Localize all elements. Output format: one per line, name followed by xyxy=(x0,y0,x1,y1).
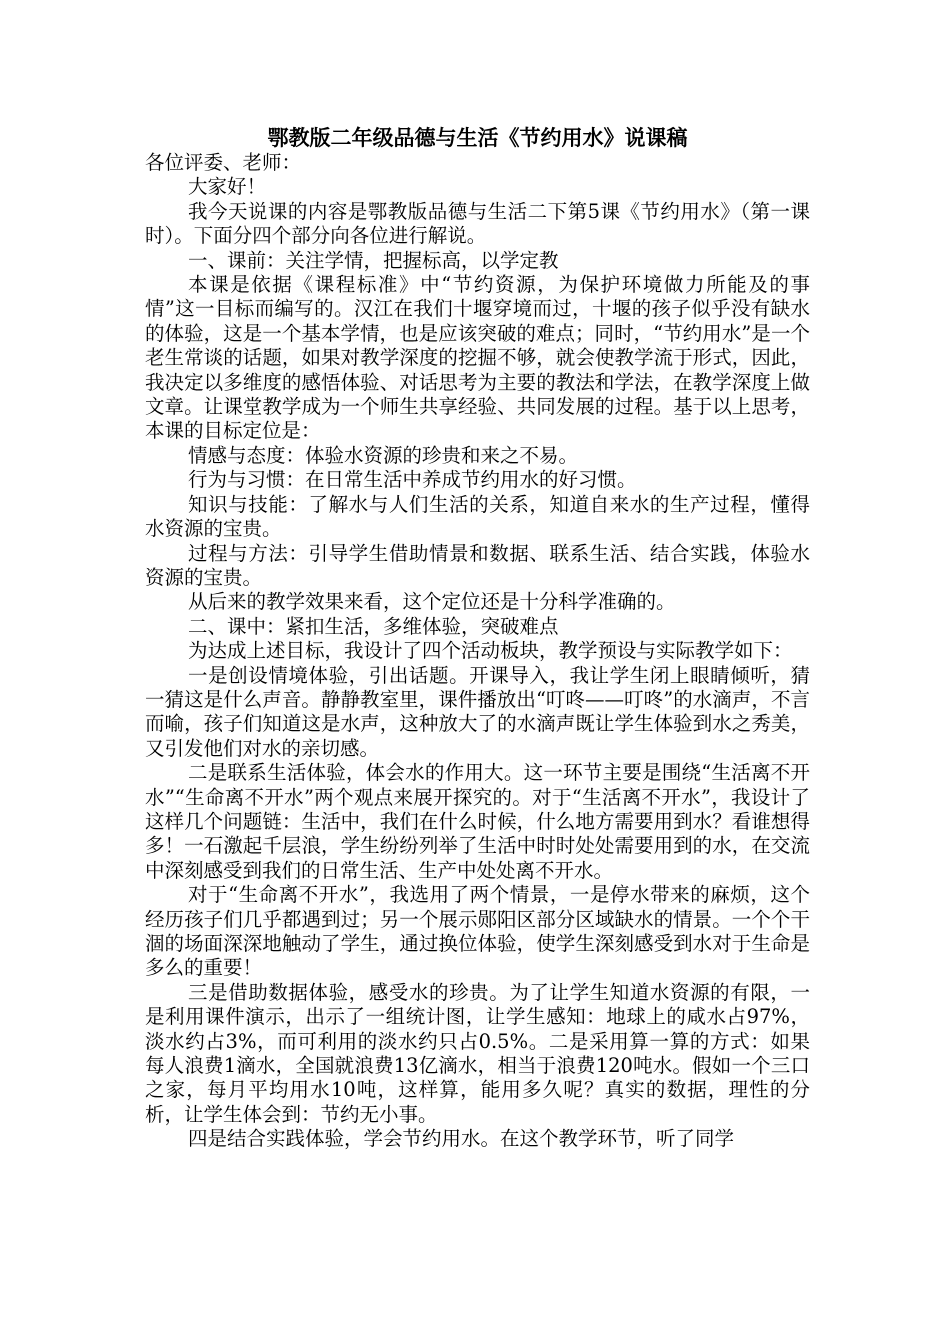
paragraph: 各位评委、老师： xyxy=(145,151,302,174)
paragraph: 本课是依据《课程标准》中“节约资源，为保护环境做力所能及的事情”这一目标而编写的。汉江在我们十堰穿境而过，十堰的孩子似乎没有缺水的体验，这是一个基本学情，也是应该突破的难点；同时，“节约用水”是一个老生常谈的话题，如果对教学深度的挖掘不够，就会使教学流于形式，因此，我决定以多维度的感悟体验、对话思考为主要的教法和学法，在教学深度上做文章。让课堂教学成为一个师生共享经验、共同发展的过程。基于以上思考，本课的目标定位是： xyxy=(145,273,810,443)
paragraph: 三是借助数据体验，感受水的珍贵。为了让学生知道水资源的有限，一是利用课件演示，出示了一组统计图，让学生感知：地球上的咸水占97%，淡水约占3%，而可利用的淡水约只占0.5%。二是采用算一算的方式：如果每人浪费1滴水，全国就浪费13亿滴水，相当于浪费120吨水。假如一个三口之家，每月平均用水10吨，这样算，能用多久呢？真实的数据，理性的分析，让学生体会到：节约无小事。 xyxy=(145,980,810,1126)
document-body xyxy=(145,124,810,1152)
paragraph: 四是结合实践体验，学会节约用水。在这个教学环节，听了同学 xyxy=(188,1127,735,1151)
paragraph: 我今天说课的内容是鄂教版品德与生活二下第5课《节约用水》（第一课时）。下面分四个部分向各位进行解说。 xyxy=(145,199,810,248)
paragraph: 从后来的教学效果来看，这个定位还是十分科学准确的。 xyxy=(188,590,676,614)
document-title: 鄂教版二年级品德与生活《节约用水》说课稿 xyxy=(267,125,688,150)
paragraph: 一是创设情境体验，引出话题。开课导入，我让学生闭上眼睛倾听，猜一猜这是什么声音。静静教室里，课件播放出“叮咚——叮咚”的水滴声，不言而喻，孩子们知道这是水声，这种放大了的水滴声既让学生体验到水之秀美，又引发他们对水的亲切感。 xyxy=(145,663,810,760)
paragraph: 一、课前：关注学情，把握标高，以学定教 xyxy=(188,248,559,272)
paragraph: 二是联系生活体验，体会水的作用大。这一环节主要是围绕“生活离不开水”“生命离不开水”两个观点来展开探究的。对于“生活离不开水”，我设计了这样几个问题链：生活中，我们在什么时候，什么地方需要用到水？看谁想得多！一石激起千层浪，学生纷纷列举了生活中时时处处需要用到的水，在交流中深刻感受到我们的日常生活、生产中处处离不开水。 xyxy=(145,761,810,882)
paragraph: 知识与技能：了解水与人们生活的关系，知道自来水的生产过程，懂得水资源的宝贵。 xyxy=(145,492,810,541)
paragraph: 二、课中：紧扣生活，多维体验，突破难点 xyxy=(188,614,559,638)
paragraph: 行为与习惯：在日常生活中养成节约用水的好习惯。 xyxy=(188,468,637,492)
paragraph: 对于“生命离不开水”，我选用了两个情景，一是停水带来的麻烦，这个经历孩子们几乎都遇到过；另一个展示郧阳区部分区域缺水的情景。一个个干涸的场面深深地触动了学生，通过换位体验，使学生深刻感受到水对于生命是多么的重要！ xyxy=(145,883,810,980)
paragraph: 为达成上述目标，我设计了四个活动板块，教学预设与实际教学如下： xyxy=(188,639,793,663)
paragraph: 过程与方法：引导学生借助情景和数据、联系生活、结合实践，体验水资源的宝贵。 xyxy=(145,541,810,589)
paragraph-list xyxy=(145,151,810,1152)
paragraph: 情感与态度：体验水资源的珍贵和来之不易。 xyxy=(188,443,579,467)
paragraph: 大家好！ xyxy=(188,175,267,199)
